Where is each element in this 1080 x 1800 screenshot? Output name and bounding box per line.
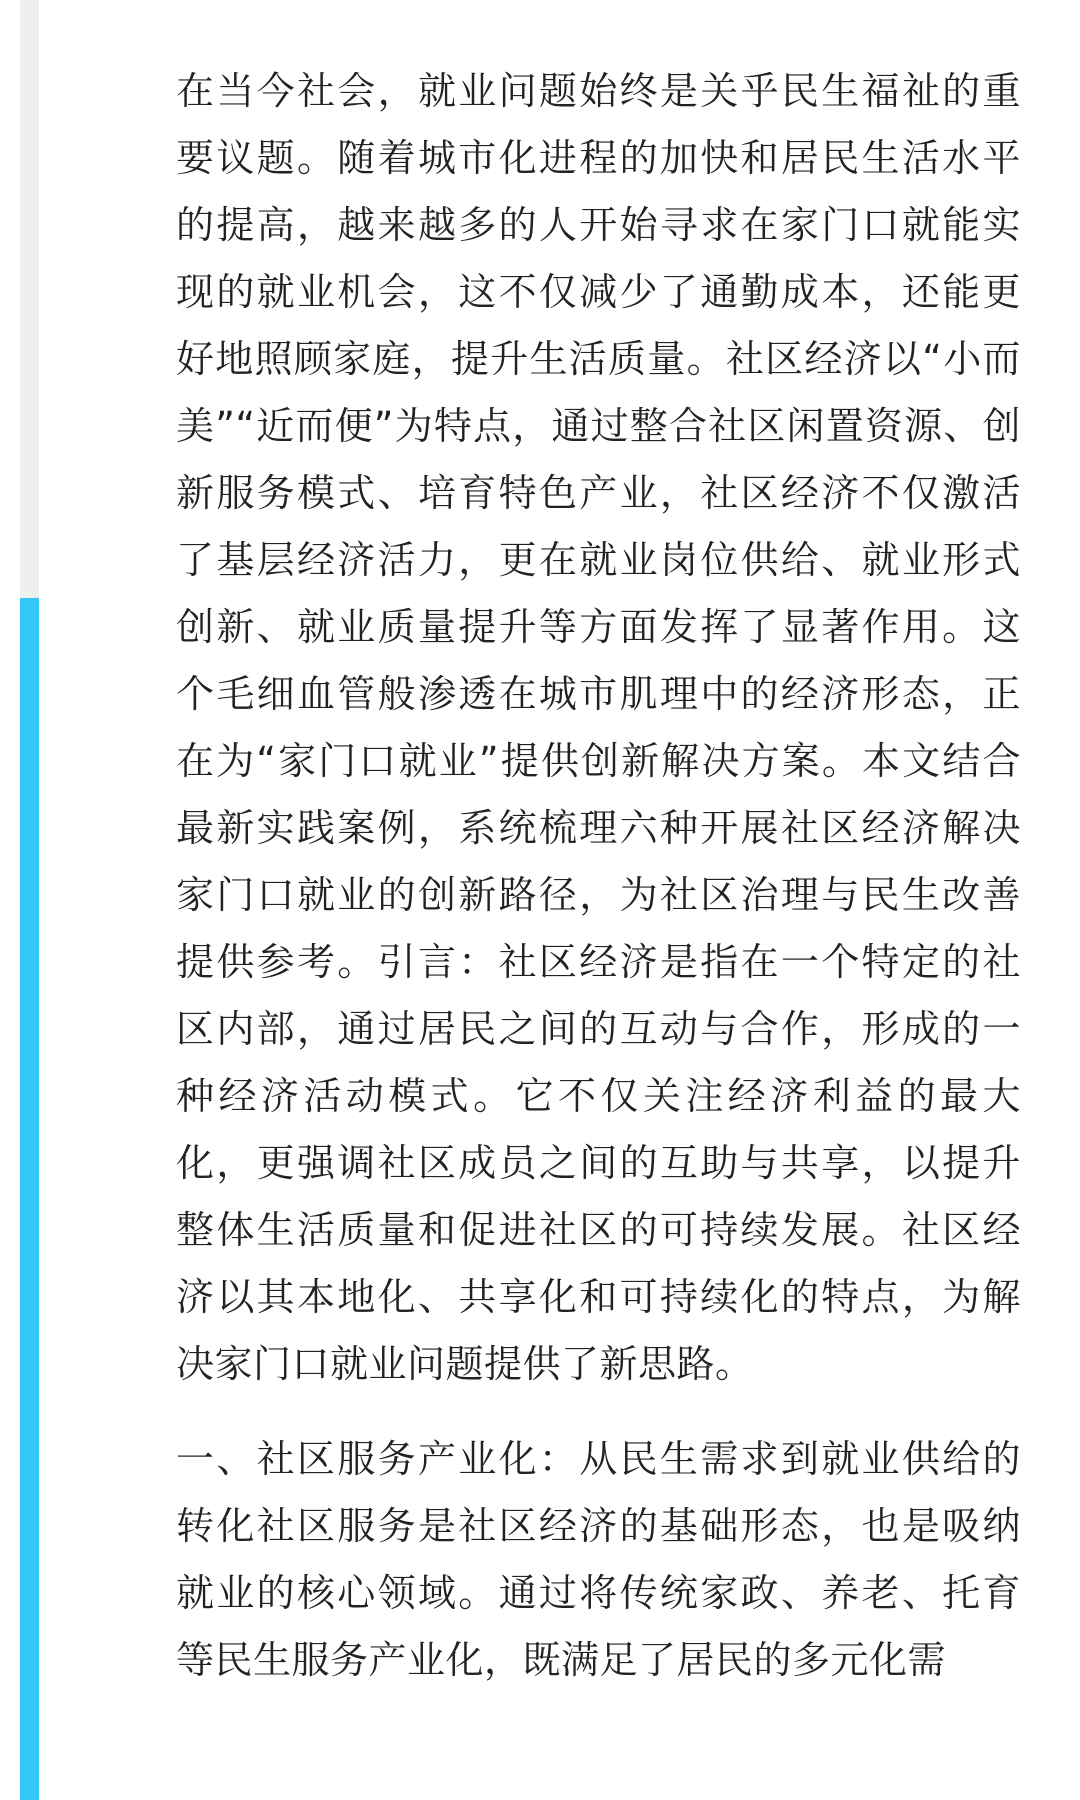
- article-paragraph-intro: 在当今社会，就业问题始终是关乎民生福祉的重要议题。随着城市化进程的加快和居民生活水平的提高，越来越多的人开始寻求在家门口就能实现的就业机会，这不仅减少了通勤成本，还能更好地照顾家庭，提升生活质量。社区经济以“小而美”“近而便”为特点，通过整合社区闲置资源、创新服务模式、培育特色产业，社区经济不仅激活了基层经济活力，更在就业岗位供给、就业形式创新、就业质量提升等方面发挥了显著作用。这个毛细血管般渗透在城市肌理中的经济形态，正在为“家门口就业”提供创新解决方案。本文结合最新实践案例，系统梳理六种开展社区经济解决家门口就业的创新路径，为社区治理与民生改善提供参考。引言：社区经济是指在一个特定的社区内部，通过居民之间的互动与合作，形成的一种经济活动模式。它不仅关注经济利益的最大化，更强调社区成员之间的互助与共享，以提升整体生活质量和促进社区的可持续发展。社区经济以其本地化、共享化和可持续化的特点，为解决家门口就业问题提供了新思路。: [176, 69, 1021, 1386]
- scrollbar-track[interactable]: [20, 0, 39, 1800]
- article-paragraph-section-one: 一、社区服务产业化：从民生需求到就业供给的转化社区服务是社区经济的基础形态，也是吸纳就业的核心领域。通过将传统家政、养老、托育等民生服务产业化，既满足了居民的多元化需: [176, 1437, 1021, 1682]
- scrollbar-thumb[interactable]: [20, 598, 39, 1800]
- article-body: [176, 58, 1021, 1694]
